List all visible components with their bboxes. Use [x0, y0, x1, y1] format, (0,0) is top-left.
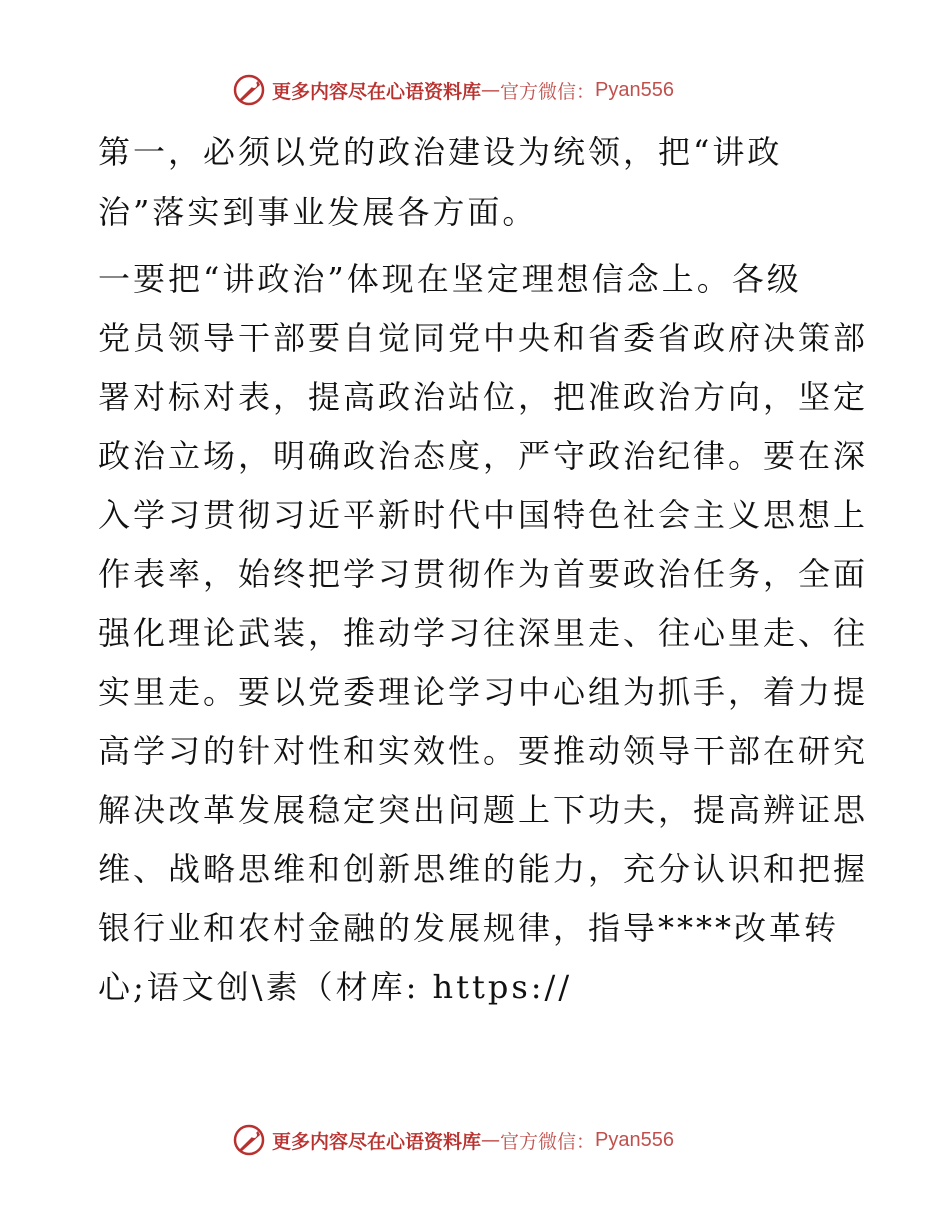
- banner-separator: —: [481, 1129, 501, 1151]
- body-line: 实里走。要以党委理论学习中心组为抓手，着力提: [98, 673, 869, 711]
- body-line: 一要把“讲政治”体现在坚定理想信念上。各级: [98, 260, 802, 298]
- body-line: 维、战略思维和创新思维的能力，充分认识和把握: [98, 850, 869, 888]
- banner-wechat-id: Pyan556: [595, 1128, 674, 1151]
- banner-separator: —: [481, 79, 501, 101]
- body-line: 强化理论武装，推动学习往深里走、往心里走、往: [98, 614, 869, 652]
- header-watermark-banner: [232, 72, 674, 108]
- banner-wechat-label: 官方微信：: [500, 1130, 596, 1153]
- body-line: 心;语文创\素（材库: https://: [98, 968, 573, 1006]
- body-line: 高学习的针对性和实效性。要推动领导干部在研究: [98, 732, 869, 770]
- body-line: 党员领导干部要自觉同党中央和省委省政府决策部: [98, 319, 869, 357]
- quill-logo-icon: [232, 1123, 266, 1157]
- banner-wechat-id: Pyan556: [595, 78, 674, 101]
- banner-brand-text: 更多内容尽在心语资料库: [272, 80, 482, 103]
- body-line: 政治立场，明确政治态度，严守政治纪律。要在深: [98, 437, 869, 475]
- footer-watermark-banner: [232, 1122, 674, 1158]
- heading-line: 治”落实到事业发展各方面。: [98, 193, 538, 231]
- body-line: 作表率，始终把学习贯彻作为首要政治任务，全面: [98, 555, 869, 593]
- body-line: 入学习贯彻习近平新时代中国特色社会主义思想上: [98, 496, 869, 534]
- body-line: 解决改革发展稳定突出问题上下功夫，提高辨证思: [98, 791, 869, 829]
- body-paragraph: [98, 250, 869, 1017]
- banner-wechat-label: 官方微信：: [500, 80, 596, 103]
- heading-line: 第一，必须以党的政治建设为统领，把“讲政: [98, 133, 783, 171]
- section-heading: [98, 122, 858, 242]
- body-line: 银行业和农村金融的发展规律，指导****改革转: [98, 909, 840, 947]
- quill-logo-icon: [232, 73, 266, 107]
- body-line: 署对标对表，提高政治站位，把准政治方向，坚定: [98, 378, 869, 416]
- banner-brand-text: 更多内容尽在心语资料库: [272, 1130, 482, 1153]
